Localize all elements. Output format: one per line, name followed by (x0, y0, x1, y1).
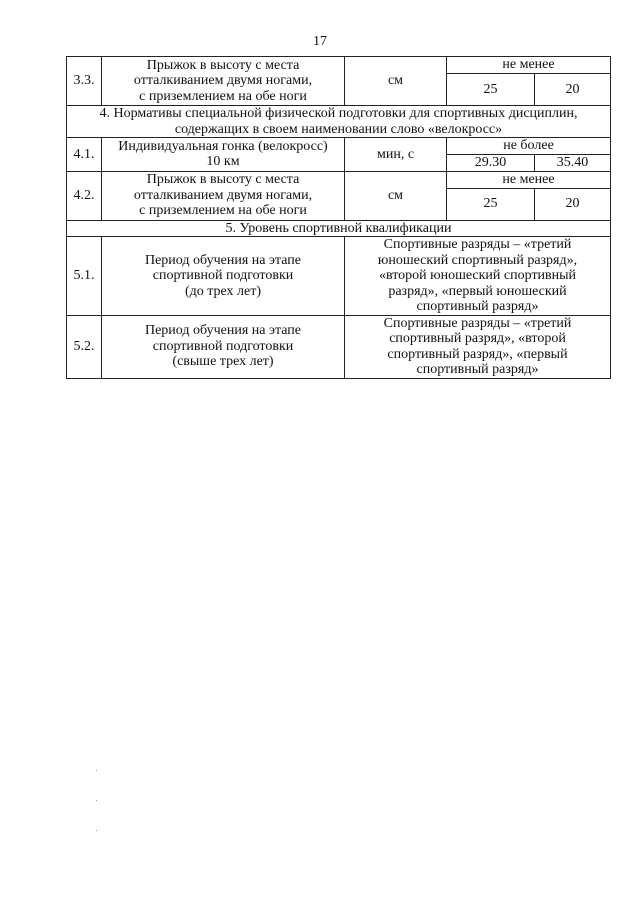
period-line: спортивной подготовки (152, 268, 294, 283)
section-5-header-row (67, 220, 611, 237)
section-5-title: 5. Уровень спортивной квалификации (67, 220, 611, 237)
exercise-name (102, 171, 345, 220)
section-4-title (67, 106, 611, 138)
period-line: Период обучения на этапе (144, 323, 302, 339)
exercise-name-line: Прыжок в высоту с места (146, 172, 300, 188)
period-line: спортивной подготовки (152, 338, 294, 354)
table-row-3-3 (67, 57, 611, 74)
period-cell (102, 237, 345, 316)
ranks-line: «второй юношеский спортивный (378, 268, 577, 283)
page-number: 17 (313, 34, 327, 49)
period-line: (свыше трех лет) (172, 354, 274, 370)
ranks-line: Спортивные разряды – «третий (383, 237, 572, 252)
row-number: 3.3. (67, 57, 102, 106)
exercise-name-line: отталкиванием двумя ногами, (133, 187, 313, 203)
ranks-line: спортивный разряд» (416, 299, 539, 314)
section-4-header-row (67, 106, 611, 138)
value-boys: 25 (447, 188, 535, 220)
row-number: 4.2. (67, 171, 102, 220)
condition-cell: не более (447, 138, 611, 155)
exercise-name-line: Индивидуальная гонка (велокросс) (118, 138, 328, 154)
table-row-5-2 (67, 315, 611, 378)
value-boys: 29.30 (447, 155, 535, 172)
exercise-name (102, 138, 345, 172)
ranks-line: спортивный разряд» (416, 362, 539, 377)
exercise-name-line: отталкиванием двумя ногами, (133, 73, 313, 89)
ranks-line: спортивный разряд», «второй (389, 331, 566, 346)
row-number: 4.1. (67, 138, 102, 172)
ranks-line: Спортивные разряды – «третий (383, 315, 572, 331)
section-title-line: 4. Нормативы специальной физической подготовки для спортивных дисциплин, (99, 106, 578, 121)
value-girls: 35.40 (535, 155, 611, 172)
ranks-cell (345, 315, 611, 378)
condition-cell: не менее (447, 171, 611, 188)
table-row-4-1 (67, 138, 611, 155)
exercise-name-line: 10 км (206, 154, 240, 170)
ranks-cell (345, 237, 611, 316)
exercise-name-line: с приземлением на обе ноги (139, 88, 307, 104)
period-cell (102, 315, 345, 378)
row-number: 5.2. (67, 315, 102, 378)
period-line: Период обучения на этапе (144, 252, 302, 268)
unit-cell: мин, с (345, 138, 447, 172)
ranks-line: разряд», «первый юношеский (388, 283, 567, 299)
period-line: (до трех лет) (184, 283, 262, 299)
row-number: 5.1. (67, 237, 102, 316)
scan-speck (96, 800, 97, 801)
exercise-name-line: с приземлением на обе ноги (139, 203, 307, 219)
ranks-line: юношеский спортивный разряд», (377, 252, 578, 268)
value-boys: 25 (447, 74, 535, 106)
condition-cell: не менее (447, 57, 611, 74)
scan-speck (96, 770, 97, 771)
scan-speck (96, 830, 97, 831)
value-girls: 20 (535, 74, 611, 106)
exercise-name (102, 57, 345, 106)
norms-table (66, 56, 611, 379)
exercise-name-line: Прыжок в высоту с места (146, 57, 300, 73)
ranks-line: спортивный разряд», «первый (387, 346, 568, 362)
section-title-line: содержащих в своем наименовании слово «велокросс» (174, 121, 503, 137)
unit-cell: см (345, 57, 447, 106)
table-row-4-2 (67, 171, 611, 188)
unit-cell: см (345, 171, 447, 220)
table-row-5-1 (67, 237, 611, 316)
value-girls: 20 (535, 188, 611, 220)
